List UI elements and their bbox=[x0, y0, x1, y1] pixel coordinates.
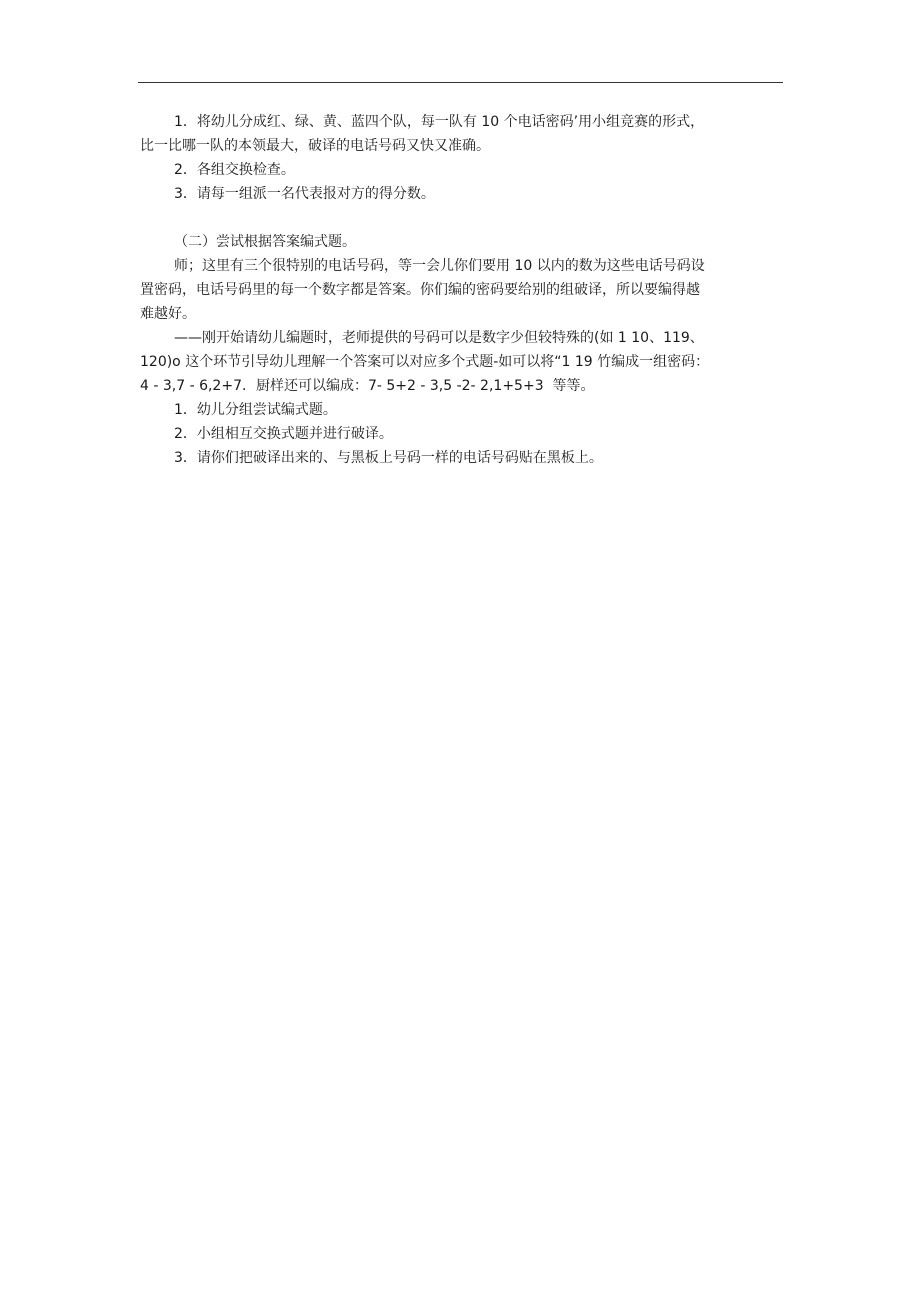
list1-item-3: 3．请每一组派一名代表报对方的得分数。 bbox=[174, 186, 435, 202]
note-paragraph-line-2: 120)o 这个环节引导幼儿理解一个答案可以对应多个式题-如可以将“1 19 竹编成一组密码： bbox=[140, 354, 710, 370]
teacher-paragraph-line-3: 难越好。 bbox=[140, 306, 196, 322]
list1-item-2: 2．各组交换检查。 bbox=[174, 162, 295, 178]
note-paragraph-line-1: ——刚开始请幼儿编题时，老师提供的号码可以是数字少但较特殊的(如 1 10、119、 bbox=[174, 330, 704, 346]
list2-item-1: 1．幼儿分组尝试编式题。 bbox=[174, 402, 337, 418]
list1-item-1-line-2: 比一比哪一队的本领最大，破译的电话号码又快又准确。 bbox=[140, 138, 490, 154]
teacher-paragraph-line-2: 置密码，电话号码里的每一个数字都是答案。你们编的密码要给别的组破译，所以要编得越 bbox=[140, 282, 700, 298]
document-body bbox=[140, 110, 785, 470]
teacher-paragraph-line-1: 师；这里有三个很特别的电话号码，等一会儿你们要用 10 以内的数为这些电话号码设 bbox=[174, 258, 705, 274]
list2-item-3: 3．请你们把破译出来的、与黑板上号码一样的电话号码贴在黑板上。 bbox=[174, 450, 603, 466]
note-paragraph-line-3: 4 - 3,7 - 6,2+7．厨样还可以编成：7- 5+2 - 3,5 -2- 2,1+5+3 等等。 bbox=[140, 378, 595, 394]
list2-item-2: 2．小组相互交换式题并进行破译。 bbox=[174, 426, 393, 442]
section-gap bbox=[140, 206, 785, 230]
section-heading: （二）尝试根据答案编式题。 bbox=[174, 234, 356, 250]
list1-item-1-line-1: 1．将幼儿分成红、绿、黄、蓝四个队，每一队有 10 个电话密码’用小组竞赛的形式， bbox=[174, 114, 705, 130]
header-rule bbox=[138, 82, 783, 83]
